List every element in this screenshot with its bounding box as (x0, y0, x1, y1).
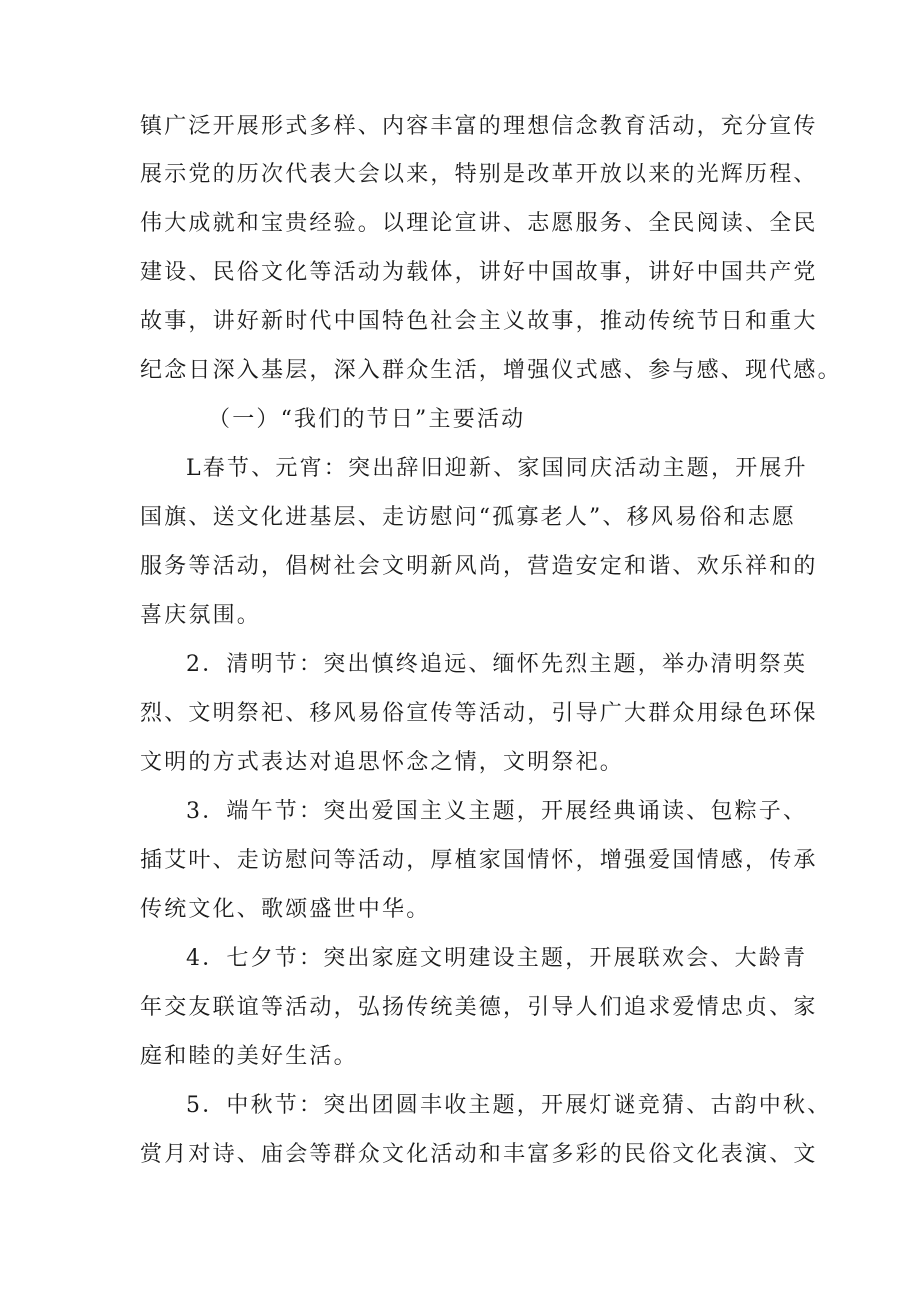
paragraph-line: 2．清明节：突出慎终追远、缅怀先烈主题，举办清明祭英 (186, 652, 808, 677)
paragraph-line: 镇广泛开展形式多样、内容丰富的理想信念教育活动，充分宣传 (140, 114, 818, 139)
paragraph-line: 插艾叶、走访慰问等活动，厚植家国情怀，增强爱国情感，传承 (140, 848, 818, 873)
paragraph-line: 展示党的历次代表大会以来，特别是改革开放以来的光辉历程、 (140, 162, 818, 187)
paragraph-line: 喜庆氛围。 (140, 603, 262, 628)
paragraph-line: 纪念日深入基层，深入群众生活，增强仪式感、参与感、现代感。 (140, 358, 842, 383)
paragraph-line: 国旗、送文化进基层、走访慰问“孤寡老人”、移风易俗和志愿 (140, 505, 797, 530)
paragraph-line: 赏月对诗、庙会等群众文化活动和丰富多彩的民俗文化表演、文 (140, 1142, 818, 1167)
paragraph-line: 3．端午节：突出爱国主义主题，开展经典诵读、包粽子、 (186, 799, 808, 824)
paragraph-line: 建设、民俗文化等活动为载体，讲好中国故事，讲好中国共产党 (140, 260, 818, 285)
paragraph-line: 4．七夕节：突出家庭文明建设主题，开展联欢会、大龄青 (186, 946, 808, 971)
section-heading: （一）“我们的节日”主要活动 (208, 407, 526, 432)
paragraph-line: L春节、元宵：突出辞旧迎新、家国同庆活动主题，开展升 (186, 456, 808, 481)
paragraph-line: 服务等活动，倡树社会文明新风尚，营造安定和谐、欢乐祥和的 (140, 554, 818, 579)
paragraph-line: 年交友联谊等活动，弘扬传统美德，引导人们追求爱情忠贞、家 (140, 995, 818, 1020)
paragraph-line: 5．中秋节：突出团圆丰收主题，开展灯谜竞猜、古韵中秋、 (186, 1093, 832, 1118)
paragraph-line: 庭和睦的美好生活。 (140, 1044, 358, 1069)
paragraph-line: 文明的方式表达对追思怀念之情，文明祭祀。 (140, 750, 625, 775)
paragraph-line: 伟大成就和宝贵经验。以理论宣讲、志愿服务、全民阅读、全民 (140, 211, 818, 236)
paragraph-line: 故事，讲好新时代中国特色社会主义故事，推动传统节日和重大 (140, 309, 818, 334)
paragraph-line: 传统文化、歌颂盛世中华。 (140, 897, 431, 922)
paragraph-line: 烈、文明祭祀、移风易俗宣传等活动，引导广大群众用绿色环保 (140, 701, 818, 726)
